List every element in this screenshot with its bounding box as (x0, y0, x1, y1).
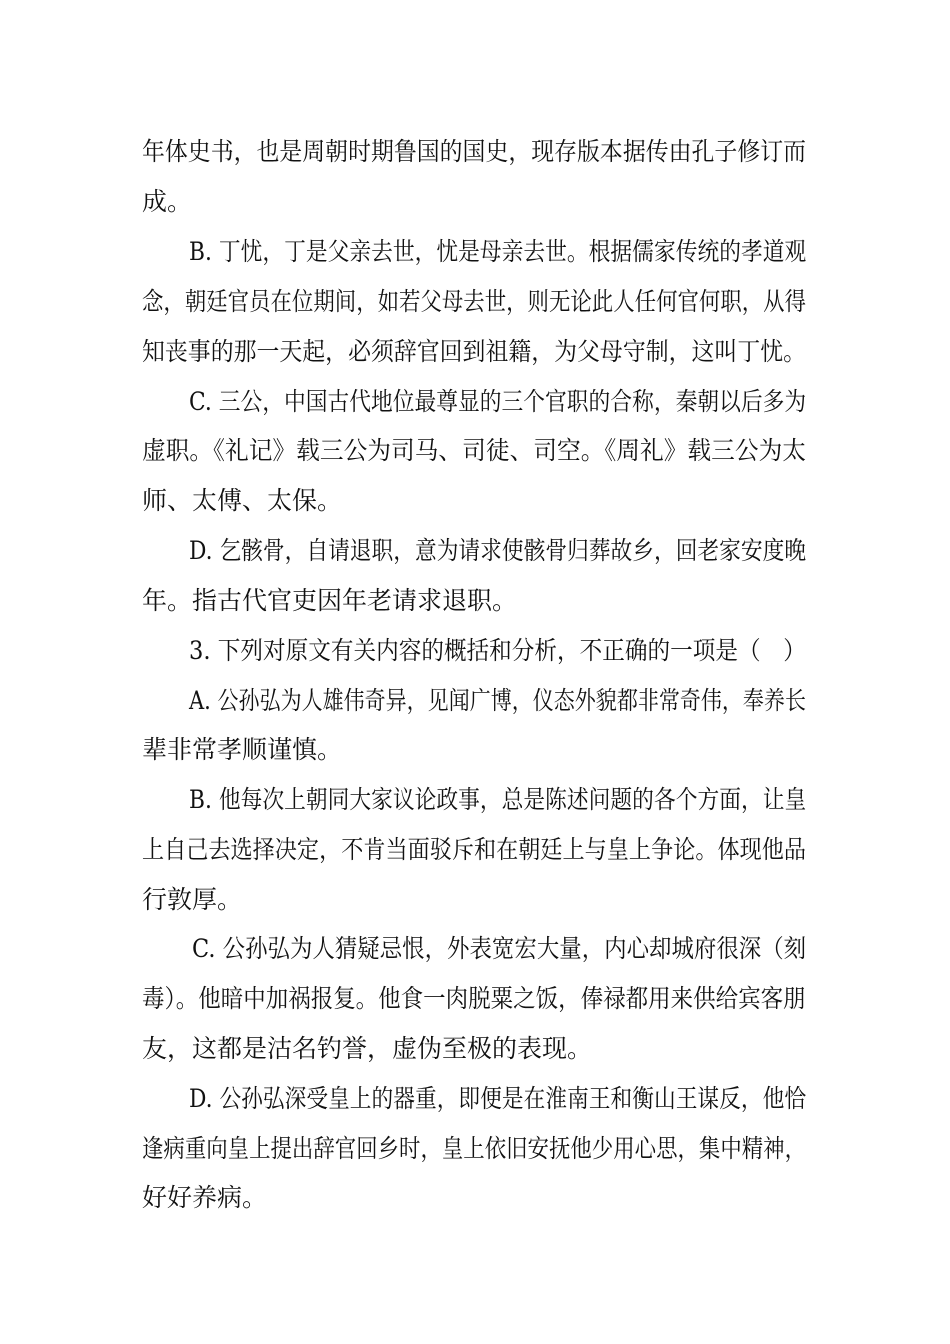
option-c-line: C. 三公，中国古代地位最尊显的三个官职的合称，秦朝以后多为 (189, 387, 807, 416)
question-3-stem: 3. 下列对原文有关内容的概括和分析，不正确的一项是（ ） (189, 636, 806, 665)
text-line: 虚职。《礼记》载三公为司马、司徒、司空。《周礼》载三公为太 (142, 436, 807, 465)
text-line: 念，朝廷官员在位期间，如若父母去世，则无论此人任何官何职，从得 (142, 287, 807, 316)
answer-b-line: B. 他每次上朝同大家议论政事，总是陈述问题的各个方面，让皇 (189, 785, 807, 814)
text-line: 上自己去选择决定，不肯当面驳斥和在朝廷上与皇上争论。体现他品 (142, 835, 807, 864)
text-line: 毒）。他暗中加祸报复。他食一肉脱粟之饭，俸禄都用来供给宾客朋 (142, 984, 806, 1013)
option-b-line: B. 丁忧，丁是父亲去世，忧是母亲去世。根据儒家传统的孝道观 (189, 237, 807, 266)
text-line: 辈非常孝顺谨慎。 (142, 735, 343, 764)
text-line: 行敦厚。 (142, 885, 243, 914)
text-line: 知丧事的那一天起，必须辞官回到祖籍，为父母守制，这叫丁忧。 (142, 337, 807, 366)
text-line: 师、太傅、太保。 (142, 486, 343, 515)
text-line: 友，这都是沽名钓誉，虚伪至极的表现。 (142, 1034, 593, 1063)
answer-c-line: C. 公孙弘为人猜疑忌恨，外表宽宏大量，内心却城府很深（刻 (192, 934, 807, 963)
answer-a-line: A. 公孙弘为人雄伟奇异，见闻广博，仪态外貌都非常奇伟，奉养长 (189, 686, 806, 715)
text-line: 逢病重向皇上提出辞官回乡时，皇上依旧安抚他少用心思，集中精神， (142, 1134, 807, 1163)
text-line: 好好养病。 (142, 1183, 268, 1212)
text-line: 年体史书，也是周朝时期鲁国的国史，现存版本据传由孔子修订而 (142, 137, 807, 166)
text-line: 成。 (142, 187, 193, 216)
answer-d-line: D. 公孙弘深受皇上的器重，即便是在淮南王和衡山王谋反，他恰 (189, 1084, 807, 1113)
text-line: 年。指古代官吏因年老请求退职。 (142, 586, 518, 615)
option-d-line: D. 乞骸骨，自请退职，意为请求使骸骨归葬故乡，回老家安度晚 (189, 536, 807, 565)
